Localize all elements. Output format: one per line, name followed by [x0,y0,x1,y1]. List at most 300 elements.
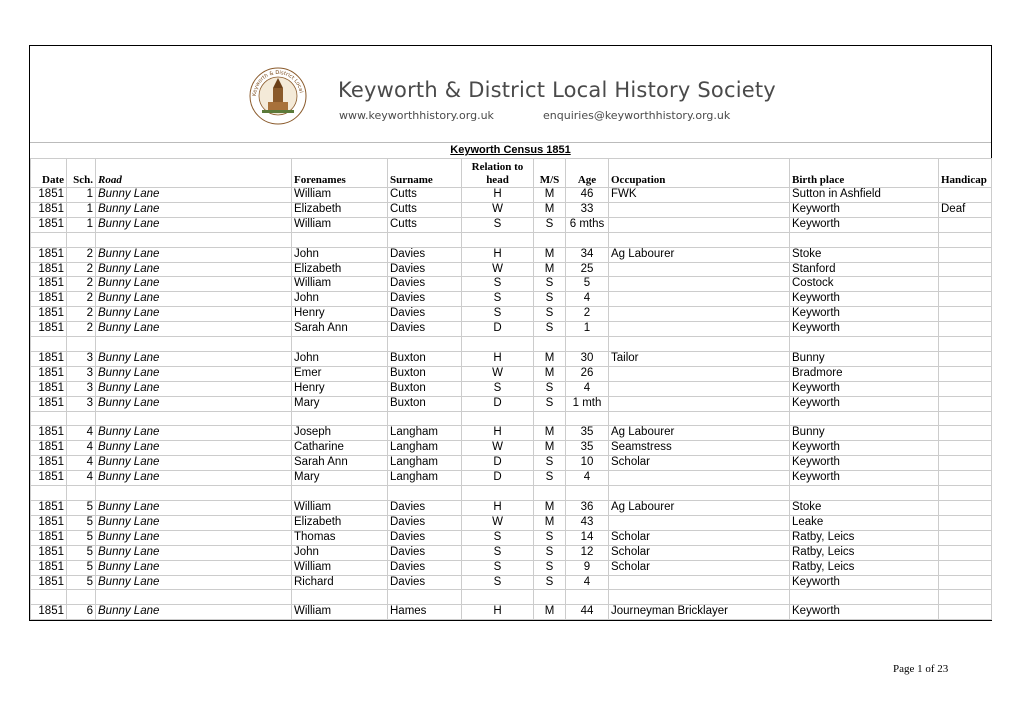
cell-age: 5 [566,277,609,292]
cell-surname: Davies [388,277,462,292]
cell-forenames: John [292,292,388,307]
cell-road: Bunny Lane [96,351,292,366]
cell-sch: 2 [67,277,96,292]
cell-forenames: Mary [292,471,388,486]
cell-ms: M [534,188,566,203]
cell-forenames: Elizabeth [292,262,388,277]
table-row [31,545,992,560]
cell-surname: Davies [388,545,462,560]
cell-age: 26 [566,366,609,381]
cell-age: 4 [566,471,609,486]
cell-handicap [939,545,992,560]
cell-road: Bunny Lane [96,188,292,203]
cell-road: Bunny Lane [96,262,292,277]
cell-sch [67,232,96,247]
cell-birthplace: Keyworth [790,292,939,307]
cell-age: 1 mth [566,396,609,411]
cell-surname [388,486,462,501]
cell-sch: 3 [67,351,96,366]
table-row [31,515,992,530]
cell-forenames [292,232,388,247]
cell-ms: S [534,545,566,560]
cell-forenames: William [292,500,388,515]
cell-relation: S [462,381,534,396]
col-header-sch: Sch. [67,159,96,188]
cell-date: 1851 [31,307,67,322]
cell-relation: S [462,277,534,292]
cell-date: 1851 [31,530,67,545]
cell-relation: W [462,202,534,217]
cell-date [31,486,67,501]
col-header-age: Age [566,159,609,188]
cell-ms: M [534,351,566,366]
cell-handicap [939,560,992,575]
cell-forenames: John [292,247,388,262]
table-row [31,471,992,486]
cell-occupation [609,202,790,217]
society-name: Keyworth & District Local History Society [338,78,776,102]
cell-ms: M [534,202,566,217]
cell-age: 34 [566,247,609,262]
cell-surname: Cutts [388,202,462,217]
cell-surname: Buxton [388,396,462,411]
cell-forenames: Richard [292,575,388,590]
cell-forenames: John [292,545,388,560]
cell-age [566,486,609,501]
cell-ms [534,337,566,352]
cell-ms: M [534,247,566,262]
cell-handicap [939,396,992,411]
table-row [31,351,992,366]
cell-age: 12 [566,545,609,560]
cell-ms: S [534,217,566,232]
table-row [31,500,992,515]
cell-age: 14 [566,530,609,545]
cell-sch: 6 [67,605,96,620]
cell-surname: Hames [388,605,462,620]
cell-age [566,232,609,247]
cell-forenames: Sarah Ann [292,322,388,337]
cell-date: 1851 [31,575,67,590]
cell-handicap [939,322,992,337]
cell-occupation [609,381,790,396]
cell-date: 1851 [31,560,67,575]
census-table [30,158,992,620]
cell-surname: Davies [388,322,462,337]
cell-relation: S [462,530,534,545]
cell-birthplace: Bradmore [790,366,939,381]
cell-road: Bunny Lane [96,530,292,545]
col-header-relation-line1: Relation to [471,161,524,173]
cell-sch: 4 [67,426,96,441]
cell-handicap [939,605,992,620]
cell-age: 4 [566,575,609,590]
cell-date: 1851 [31,351,67,366]
cell-sch: 3 [67,396,96,411]
cell-birthplace: Keyworth [790,471,939,486]
society-seal-logo [248,66,308,126]
cell-relation: D [462,396,534,411]
cell-date: 1851 [31,217,67,232]
cell-occupation: Scholar [609,545,790,560]
cell-relation: H [462,247,534,262]
cell-road: Bunny Lane [96,247,292,262]
cell-road: Bunny Lane [96,202,292,217]
cell-occupation: Journeyman Bricklayer [609,605,790,620]
website-link[interactable]: www.keyworthhistory.org.uk [339,109,494,122]
cell-road: Bunny Lane [96,515,292,530]
cell-age: 1 [566,322,609,337]
cell-relation: S [462,575,534,590]
cell-date: 1851 [31,545,67,560]
col-header-occupation: Occupation [609,159,790,188]
cell-birthplace: Ratby, Leics [790,545,939,560]
cell-road: Bunny Lane [96,217,292,232]
cell-occupation: Scholar [609,456,790,471]
cell-handicap [939,217,992,232]
cell-birthplace: Sutton in Ashfield [790,188,939,203]
cell-handicap [939,232,992,247]
cell-forenames: Elizabeth [292,515,388,530]
col-header-relation-line2: head [486,174,509,186]
cell-handicap [939,530,992,545]
cell-sch [67,486,96,501]
cell-occupation [609,575,790,590]
cell-birthplace: Bunny [790,426,939,441]
cell-sch [67,411,96,426]
cell-relation: S [462,560,534,575]
cell-relation: H [462,426,534,441]
cell-road: Bunny Lane [96,277,292,292]
cell-surname: Langham [388,426,462,441]
cell-relation: S [462,307,534,322]
cell-handicap [939,426,992,441]
cell-forenames: William [292,560,388,575]
cell-handicap [939,277,992,292]
cell-ms: M [534,366,566,381]
table-row [31,366,992,381]
cell-forenames [292,411,388,426]
cell-age: 25 [566,262,609,277]
cell-age: 6 mths [566,217,609,232]
cell-handicap [939,188,992,203]
table-row [31,560,992,575]
col-header-surname: Surname [388,159,462,188]
cell-surname: Davies [388,575,462,590]
cell-date: 1851 [31,322,67,337]
cell-birthplace [790,337,939,352]
blank-row [31,232,992,247]
cell-handicap [939,337,992,352]
cell-age: 35 [566,441,609,456]
cell-birthplace: Costock [790,277,939,292]
cell-occupation: Ag Labourer [609,247,790,262]
census-rows [31,188,992,620]
cell-relation [462,590,534,605]
cell-age [566,337,609,352]
cell-road: Bunny Lane [96,575,292,590]
cell-handicap [939,500,992,515]
cell-age: 44 [566,605,609,620]
cell-ms: S [534,560,566,575]
table-row [31,307,992,322]
cell-handicap [939,486,992,501]
cell-occupation [609,337,790,352]
cell-occupation [609,515,790,530]
cell-relation: H [462,605,534,620]
cell-age: 46 [566,188,609,203]
cell-surname: Davies [388,500,462,515]
cell-surname: Davies [388,247,462,262]
cell-relation: S [462,545,534,560]
cell-occupation [609,322,790,337]
col-header-handicap: Handicap [939,159,992,188]
cell-birthplace: Ratby, Leics [790,560,939,575]
cell-sch: 5 [67,530,96,545]
cell-handicap [939,441,992,456]
cell-ms [534,590,566,605]
cell-forenames: Henry [292,307,388,322]
table-row [31,188,992,203]
cell-sch: 1 [67,217,96,232]
cell-relation: W [462,441,534,456]
cell-road: Bunny Lane [96,307,292,322]
cell-forenames: Joseph [292,426,388,441]
cell-age: 4 [566,292,609,307]
cell-date: 1851 [31,202,67,217]
cell-age: 35 [566,426,609,441]
cell-date: 1851 [31,366,67,381]
cell-sch: 5 [67,560,96,575]
cell-ms: M [534,262,566,277]
cell-surname: Buxton [388,351,462,366]
col-header-birthplace: Birth place [790,159,939,188]
cell-road: Bunny Lane [96,456,292,471]
cell-forenames: William [292,217,388,232]
cell-sch: 4 [67,441,96,456]
cell-occupation [609,486,790,501]
cell-sch: 5 [67,500,96,515]
cell-birthplace: Keyworth [790,575,939,590]
cell-age: 9 [566,560,609,575]
cell-surname: Langham [388,456,462,471]
cell-sch: 2 [67,292,96,307]
cell-date: 1851 [31,188,67,203]
cell-handicap [939,381,992,396]
cell-sch: 2 [67,307,96,322]
cell-forenames: Mary [292,396,388,411]
cell-date: 1851 [31,471,67,486]
cell-occupation [609,396,790,411]
cell-date [31,590,67,605]
cell-road: Bunny Lane [96,396,292,411]
cell-handicap [939,247,992,262]
cell-handicap [939,351,992,366]
cell-relation: W [462,515,534,530]
cell-age [566,590,609,605]
cell-road [96,411,292,426]
cell-ms: S [534,277,566,292]
cell-occupation [609,292,790,307]
table-row [31,202,992,217]
cell-ms: M [534,605,566,620]
table-row [31,396,992,411]
cell-sch: 3 [67,381,96,396]
cell-surname: Langham [388,441,462,456]
cell-road: Bunny Lane [96,366,292,381]
cell-road [96,232,292,247]
cell-relation: D [462,471,534,486]
cell-relation: H [462,351,534,366]
cell-sch: 5 [67,575,96,590]
email-link[interactable]: enquiries@keyworthhistory.org.uk [543,109,731,122]
cell-surname: Cutts [388,217,462,232]
cell-occupation [609,232,790,247]
cell-sch: 2 [67,322,96,337]
cell-date: 1851 [31,262,67,277]
table-row [31,456,992,471]
cell-birthplace: Keyworth [790,605,939,620]
cell-ms [534,486,566,501]
cell-relation: W [462,366,534,381]
blank-row [31,411,992,426]
cell-age: 10 [566,456,609,471]
cell-age: 36 [566,500,609,515]
cell-handicap [939,411,992,426]
cell-handicap [939,292,992,307]
cell-ms [534,411,566,426]
cell-sch: 4 [67,471,96,486]
table-row [31,292,992,307]
cell-forenames: Emer [292,366,388,381]
cell-birthplace [790,411,939,426]
cell-ms [534,232,566,247]
cell-ms: M [534,441,566,456]
cell-road: Bunny Lane [96,500,292,515]
cell-birthplace: Bunny [790,351,939,366]
cell-road: Bunny Lane [96,560,292,575]
table-row [31,605,992,620]
cell-occupation [609,217,790,232]
cell-road: Bunny Lane [96,471,292,486]
cell-date [31,411,67,426]
cell-occupation: Seamstress [609,441,790,456]
cell-age: 2 [566,307,609,322]
cell-date: 1851 [31,277,67,292]
table-row [31,277,992,292]
cell-road: Bunny Lane [96,292,292,307]
cell-age: 4 [566,381,609,396]
cell-birthplace: Stanford [790,262,939,277]
cell-ms: S [534,322,566,337]
cell-birthplace [790,232,939,247]
cell-birthplace: Ratby, Leics [790,530,939,545]
cell-forenames: Sarah Ann [292,456,388,471]
cell-occupation: Ag Labourer [609,426,790,441]
cell-ms: S [534,530,566,545]
cell-ms: S [534,456,566,471]
cell-relation: H [462,188,534,203]
cell-relation [462,337,534,352]
cell-occupation [609,590,790,605]
cell-relation [462,411,534,426]
cell-birthplace: Keyworth [790,217,939,232]
census-sheet [29,45,992,621]
cell-birthplace: Keyworth [790,202,939,217]
cell-handicap: Deaf [939,202,992,217]
cell-birthplace [790,590,939,605]
table-row [31,575,992,590]
cell-birthplace: Leake [790,515,939,530]
cell-date [31,337,67,352]
page-number: Page 1 of 23 [893,663,949,675]
cell-date [31,232,67,247]
cell-birthplace: Stoke [790,500,939,515]
blank-row [31,337,992,352]
cell-occupation: Scholar [609,530,790,545]
cell-relation [462,232,534,247]
cell-birthplace [790,486,939,501]
cell-surname: Cutts [388,188,462,203]
cell-date: 1851 [31,500,67,515]
cell-handicap [939,590,992,605]
cell-forenames: Elizabeth [292,202,388,217]
svg-text:Keyworth & District Local Hist: Keyworth & District Local [251,69,304,97]
cell-surname: Buxton [388,381,462,396]
header-row [31,159,992,188]
cell-ms: S [534,575,566,590]
col-header-date: Date [31,159,67,188]
cell-sch: 5 [67,545,96,560]
society-header [30,46,991,143]
cell-relation: D [462,456,534,471]
cell-ms: M [534,515,566,530]
cell-birthplace: Keyworth [790,441,939,456]
table-row [31,426,992,441]
cell-ms: M [534,500,566,515]
cell-handicap [939,307,992,322]
cell-road: Bunny Lane [96,381,292,396]
col-header-forenames: Forenames [292,159,388,188]
cell-relation [462,486,534,501]
cell-birthplace: Keyworth [790,396,939,411]
cell-ms: S [534,307,566,322]
table-row [31,441,992,456]
table-row [31,262,992,277]
col-header-relation [462,159,534,188]
cell-sch: 1 [67,188,96,203]
cell-birthplace: Keyworth [790,456,939,471]
cell-age: 43 [566,515,609,530]
cell-occupation [609,307,790,322]
cell-occupation: Scholar [609,560,790,575]
cell-date: 1851 [31,247,67,262]
cell-occupation [609,366,790,381]
cell-forenames: Thomas [292,530,388,545]
cell-relation: S [462,217,534,232]
cell-surname [388,590,462,605]
cell-sch: 4 [67,456,96,471]
cell-ms: S [534,381,566,396]
cell-handicap [939,366,992,381]
cell-surname: Buxton [388,366,462,381]
cell-surname: Davies [388,515,462,530]
cell-occupation [609,471,790,486]
cell-sch: 1 [67,202,96,217]
cell-date: 1851 [31,381,67,396]
cell-handicap [939,456,992,471]
cell-surname [388,337,462,352]
